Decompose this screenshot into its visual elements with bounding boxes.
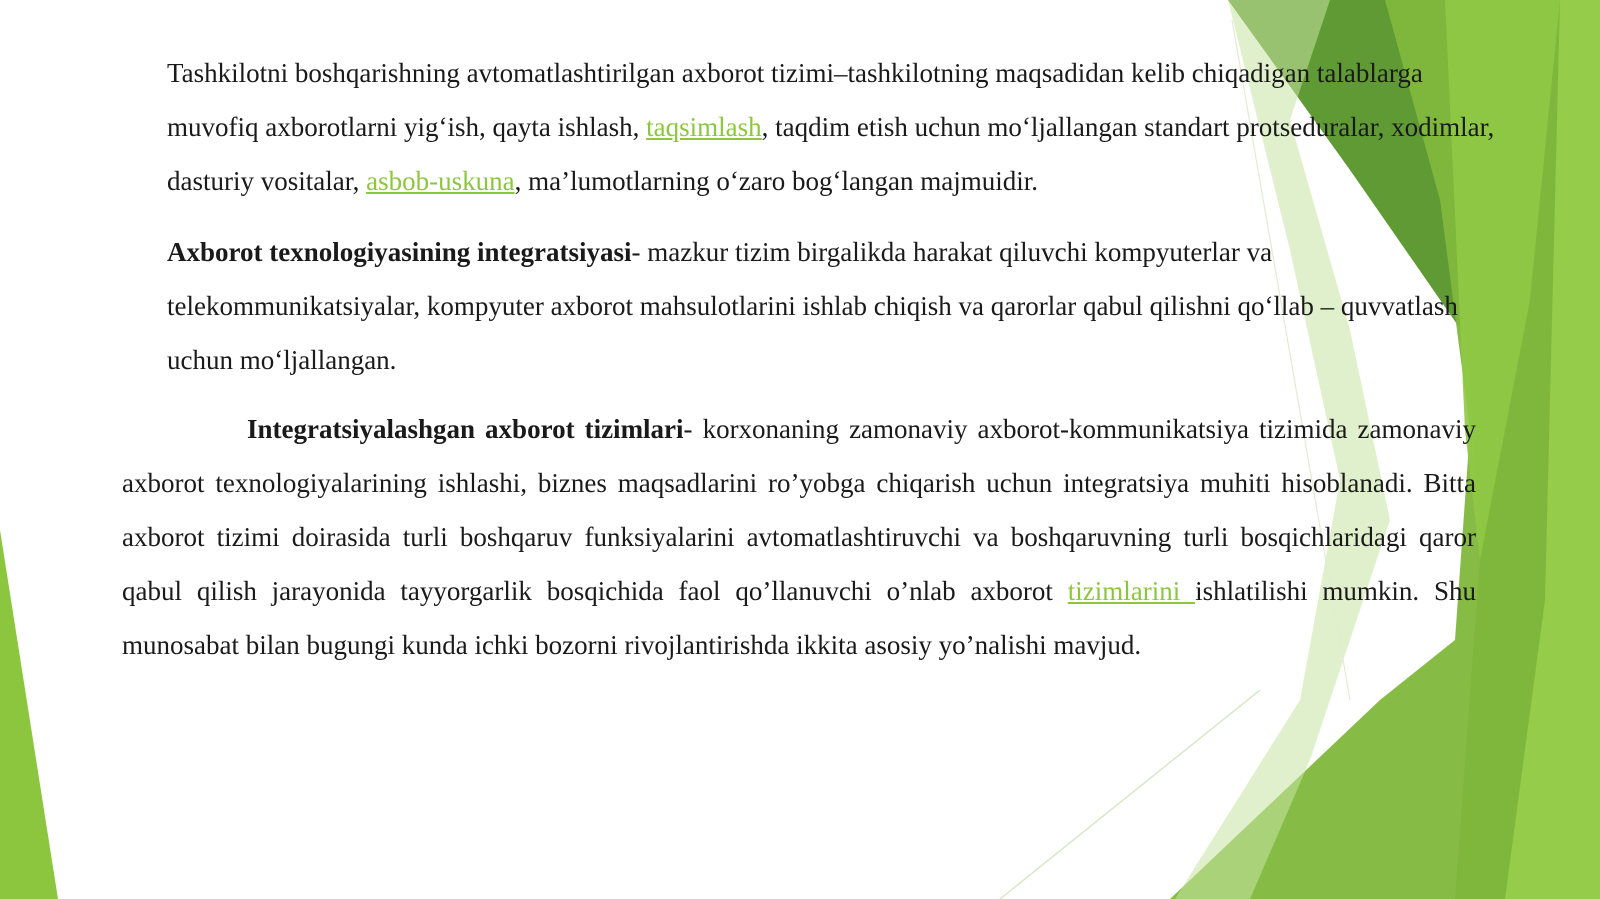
paragraph-3-text-b: ishlatilishi mumkin. Shu munosabat bilan bugungi kunda ichki bozorni rivojlantirishda ikkita asosiy yo’nalishi mavjud. <box>122 576 1477 660</box>
paragraph-2-text: - mazkur tizim birgalikda harakat qiluvchi kompyuterlar va telekommunikatsiyalar, kompyuter axborot mahsulotlarini ishlab chiqish va qarorlar qabul qilishni qo‘llab – quvvatlash uchun mo‘ljallangan. <box>167 237 1458 375</box>
paragraph-1-text-c: , ma’lumotlarning o‘zaro bog‘langan majmuidir. <box>514 166 1038 196</box>
paragraph-1 <box>167 46 1497 208</box>
paragraph-3 <box>122 402 1476 672</box>
paragraph-1-text-b: , taqdim etish uchun mo‘ljallangan standart protseduralar, xodimlar, dasturiy vositalar, <box>167 112 1495 196</box>
paragraph-2-term: Axborot texnologiyasining integratsiyasi <box>167 237 632 267</box>
paragraph-1-text-a: Tashkilotni boshqarishning avtomatlashtirilgan axborot tizimi–tashkilotning maqsadidan kelib chiqadigan talablarga muvofiq axborotlarni yig‘ish, qayta ishlash, <box>167 58 1423 142</box>
paragraph-3-term: Integratsiyalashgan axborot tizimlari <box>247 414 684 444</box>
link-asbob-uskuna[interactable]: asbob-uskuna <box>366 166 515 196</box>
paragraph-2 <box>167 225 1497 387</box>
link-tizimlarini[interactable]: tizimlarini <box>1067 576 1196 606</box>
paragraph-3-text-a: - korxonaning zamonaviy axborot-kommunikatsiya tizimida zamonaviy axborot texnologiyalarining ishlashi, biznes maqsadlarini ro’yobga chiqarish uchun integratsiya muhiti hisoblanadi. Bitta axborot tizimi doirasida turli boshqaruv funksiyalarini avtomatlashtiruvchi va boshqaruvning turli bosqichlaridagi qaror qabul qilish jarayonida tayyorgarlik bosqichida faol qo’llanuvchi o’nlab axborot <box>122 414 1476 606</box>
link-taqsimlash[interactable]: taqsimlash <box>646 112 762 142</box>
